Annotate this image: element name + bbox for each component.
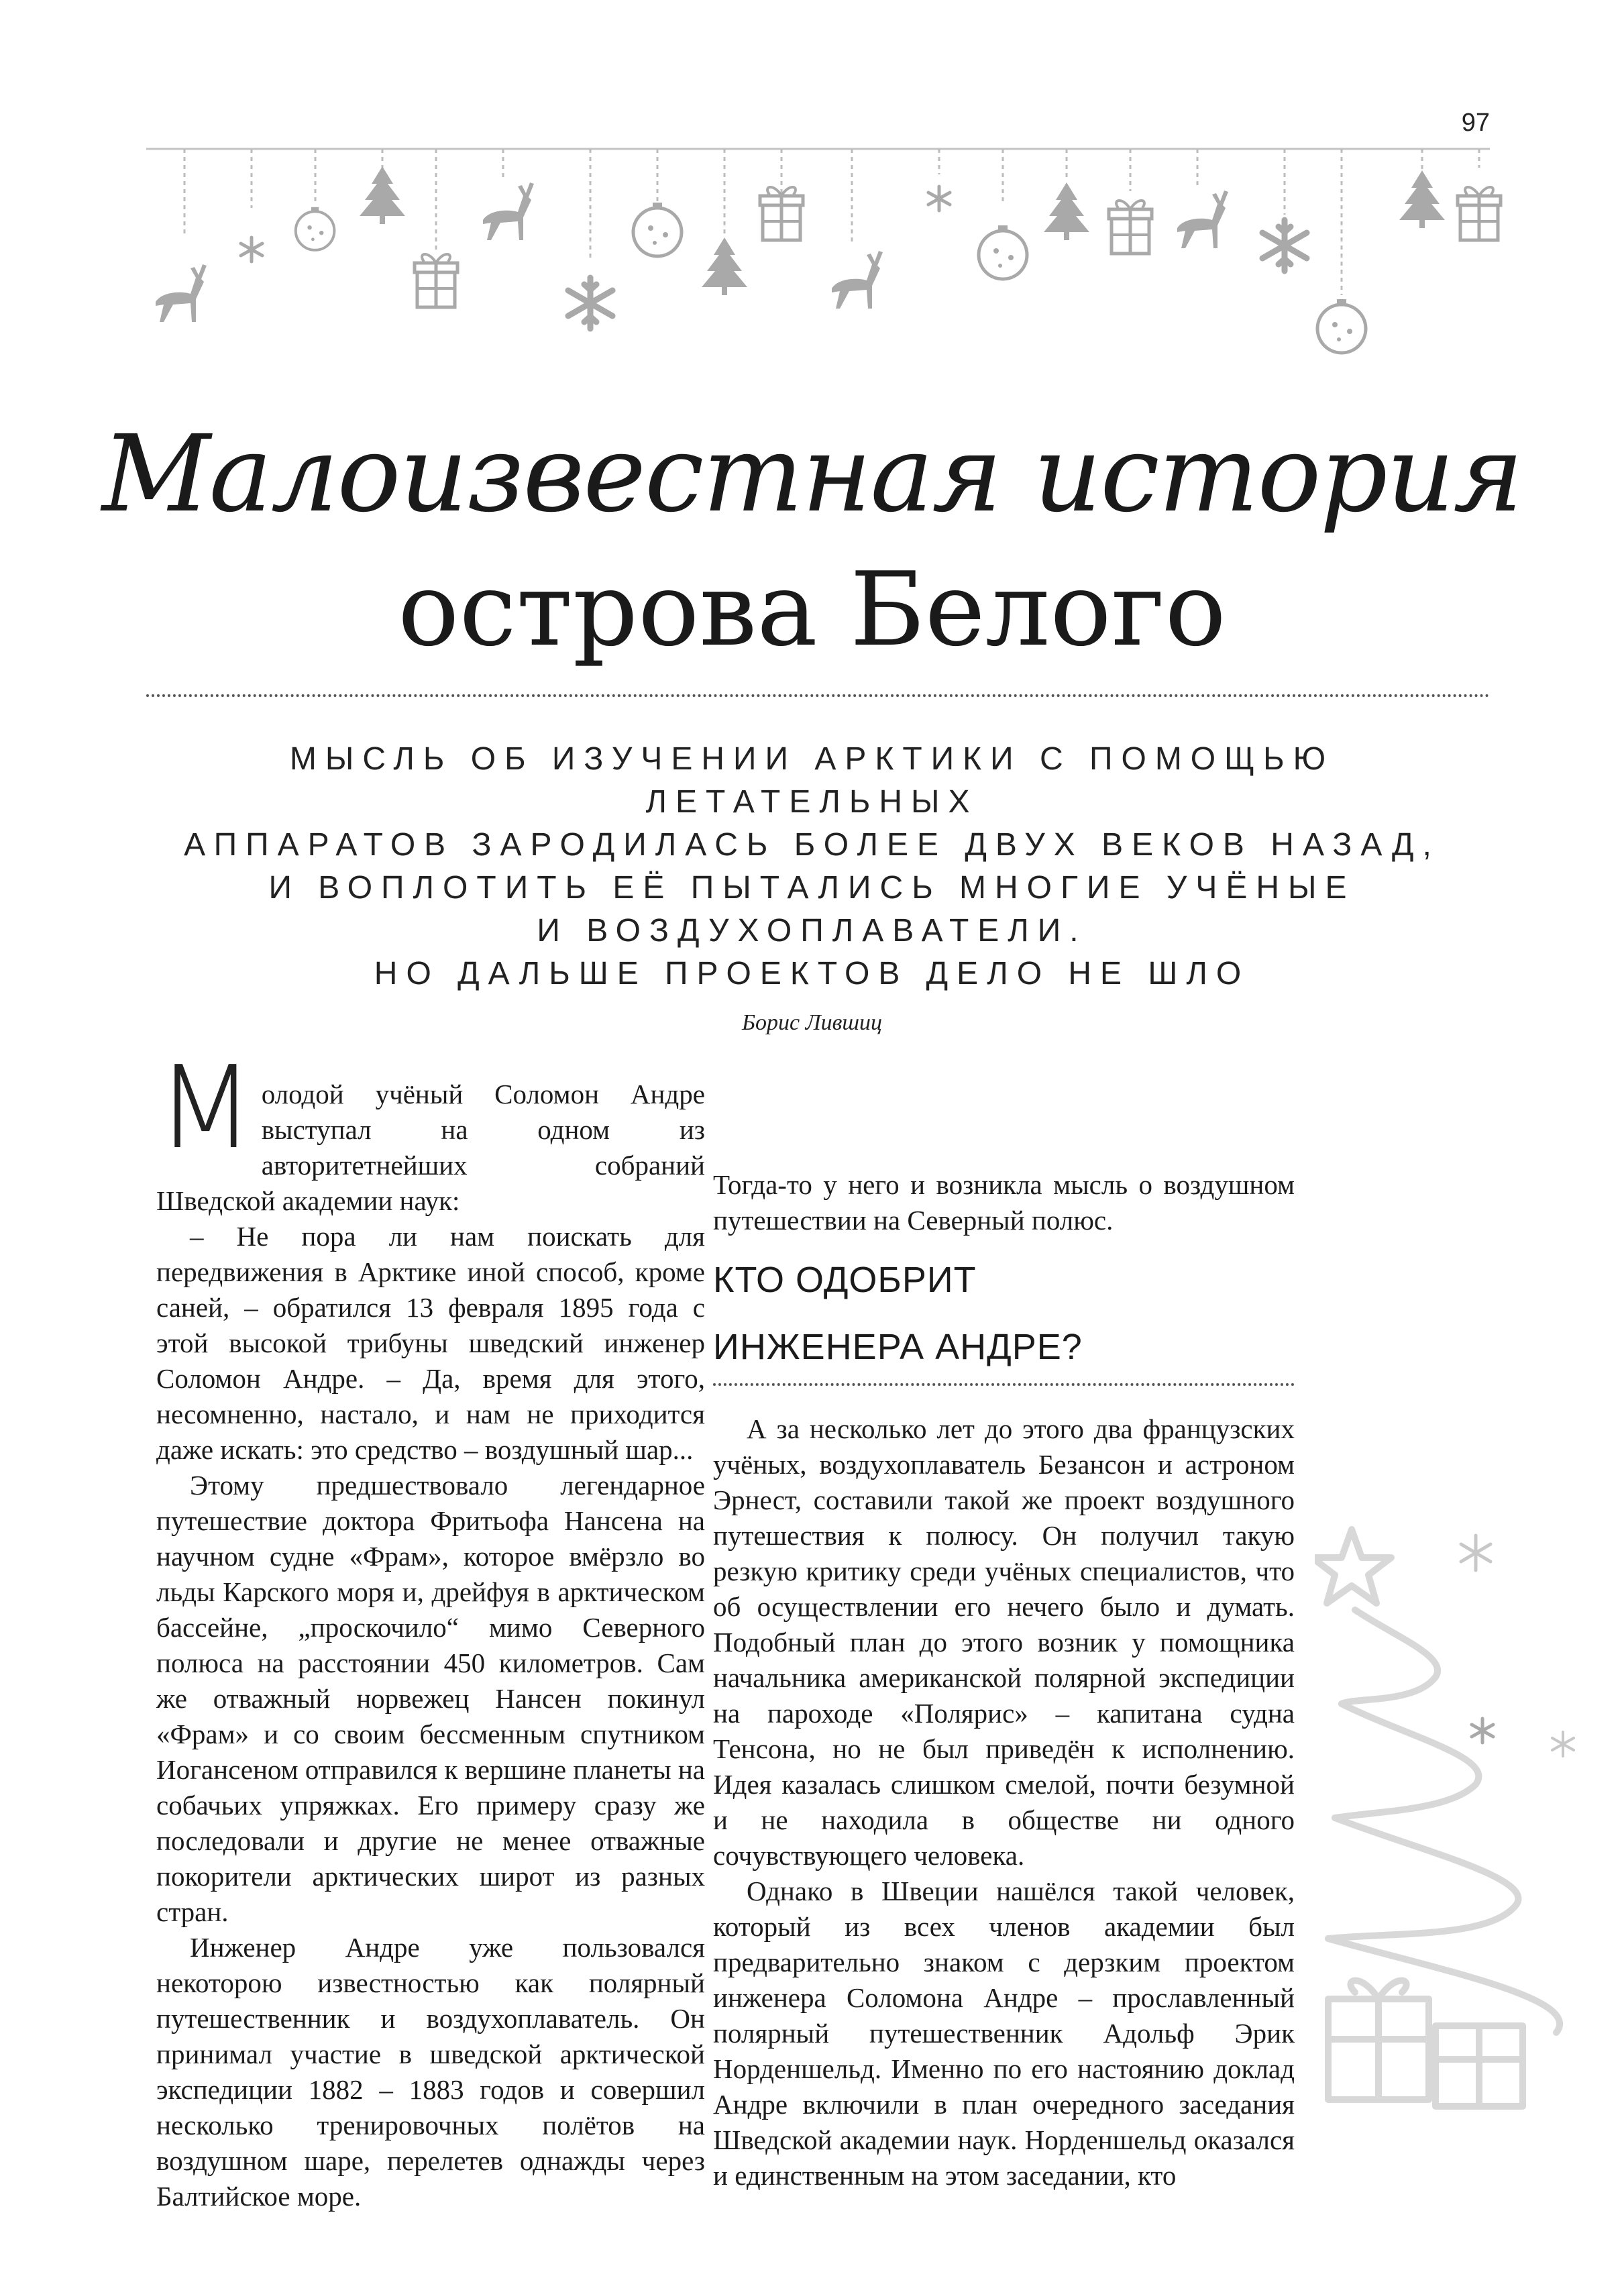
bauble-icon [633,203,682,256]
christmas-tree-icon [1044,182,1089,240]
article-lead [134,738,1490,995]
reindeer-icon [1177,191,1228,248]
paragraph: Однако в Швеции нашёлся такой человек, который из всех членов академии был предварительно знаком с дерзким проектом инженера Соломона Андре – прославленный полярный путешественник Адольф Эрик Норденшельд. Именно по его настоянию доклад Андре включили в план очередного заседания Шведской академии наук. Норденшельд оказался и единственным на этом заседании, кто [713,1876,1295,2191]
page-number: 97 [1461,109,1490,137]
paragraph: – Не пора ли нам поискать для передвижения в Арктике иной способ, кроме саней, – обратился 13 февраля 1895 года с этой высокой трибуны шведский инженер Соломон Андре. – Да, время для этого, несомненно, настало, и нам не приходится даже искать: это средство – воздушный шар... [156,1221,705,1465]
reindeer-icon [156,264,207,322]
paragraph [156,1042,705,1219]
reindeer-icon [483,182,534,240]
section-heading-divider [713,1383,1295,1386]
snowflake-icon [568,278,612,329]
christmas-tree-icon [702,237,747,295]
christmas-tree-icon [1399,170,1445,228]
paragraph: Этому предшествовало легендарное путешествие доктора Фритьофа Нансена на научном судне «Фрам», которое вмёрзло во льды Карского моря и, дрейфуя в арктическом бассейне, „проскочило“ мимо Северного полюса на расстоянии 450 километров. Сам же отважный норвежец Нансен покинул «Фрам» и со своим бессменным спутником Иогансеном отправился к вершине планеты на собачьих упряжках. Его примеру сразу же последовали и другие не менее отважные покорители арктических широт из разных стран. [156,1470,705,1927]
snowflake-icon [1452,1529,1499,1576]
lead-line: НО ДАЛЬШЕ ПРОЕКТОВ ДЕЛО НЕ ШЛО [374,956,1250,991]
paragraph: Тогда-то у него и возникла мысль о воздушном путешествии на Северный полюс. [713,1169,1295,1236]
christmas-tree-icon [360,166,405,224]
bauble-icon [979,225,1027,279]
article-right-column [713,1167,1295,2194]
lead-line: И ВОПЛОТИТЬ ЕЁ ПЫТАЛИСЬ МНОГИЕ УЧЁНЫЕ [268,870,1356,906]
lead-line: АППАРАТОВ ЗАРОДИЛАСЬ БОЛЕЕ ДВУХ ВЕКОВ НАЗАД, [184,827,1440,863]
article-title-line-2: острова Белого [398,550,1226,669]
gift-box-icon [760,187,803,240]
gift-box-icon [415,254,457,307]
lead-line: И ВОЗДУХОПЛАВАТЕЛИ. [537,913,1087,949]
section-heading [713,1246,1295,1380]
bauble-icon [1317,299,1366,353]
article-title-line-1: Малоизвестная история [101,413,1523,536]
gift-box-icon [1458,187,1501,240]
gift-box-icon [1109,201,1152,254]
paragraph-text: олодой учёный Соломон Андре выступал на одном из авторитетнейших собраний Шведской академии наук: [156,1079,705,1216]
paragraph: Инженер Андре уже пользовался некоторою известностью как полярный путешественник и воздухоплаватель. Он принимал участие в шведской арктической экспедиции 1882 – 1883 годов и совершил несколько тренировочных полётов на воздушном шаре, перелетев однажды через Балтийское море. [156,1932,705,2212]
paragraph: А за несколько лет до этого два французских учёных, воздухоплаватель Безансон и астроном Эрнест, составили такой же проект воздушного путешествия к полюсу. Он получил такую резкую критику среди учёных специалистов, что об осуществлении его нечего было и думать. Подобный план до этого возник у помощника начальника американской полярной экспедиции на пароходе «Полярис» – капитана судна Тенсона, но не был приведён к исполнению. Идея казалась слишком смелой, почти безумной и не находила в обществе ни одного сочувствующего человека. [713,1413,1295,1871]
article-author: Борис Лившиц [741,1010,883,1035]
snowflake-icon [1546,1727,1580,1761]
reindeer-icon [832,251,883,309]
section-heading-line: ИНЖЕНЕРА АНДРЕ? [713,1327,1083,1367]
bauble-icon [296,207,335,250]
snowflake-icon [241,237,262,262]
snowflake-icon [1262,220,1307,271]
title-divider [146,694,1490,697]
header-ornaments [0,0,1624,416]
article-left-column [156,1042,705,2214]
snowflake-icon [928,186,950,211]
drop-cap: М [156,1042,255,1175]
lead-line: МЫСЛЬ ОБ ИЗУЧЕНИИ АРКТИКИ С ПОМОЩЬЮ ЛЕТАТЕЛЬНЫХ [289,741,1335,820]
section-heading-line: КТО ОДОБРИТ [713,1260,977,1300]
christmas-tree-outline-icon [1315,1503,1596,2147]
